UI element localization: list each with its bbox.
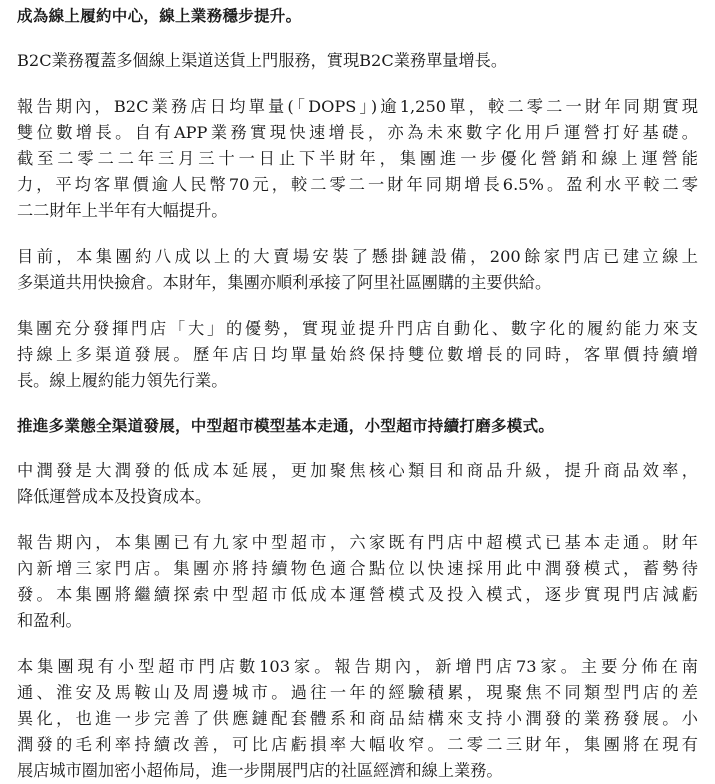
- text-line: 潤發的毛利率持續改善，可比店虧損率大幅收窄。二零二三財年，集團將在現有: [17, 735, 698, 754]
- paragraph-store-advantage: [17, 316, 698, 394]
- paragraph-small-supermarkets: [17, 654, 698, 784]
- text-line: 力，平均客單價逾人民幣70元，較二零二一財年同期增長6.5%。盈利水平較二零: [17, 175, 698, 194]
- text-line: 截至二零二二年三月三十一日止下半財年，集團進一步優化營銷和線上運營能: [17, 149, 698, 168]
- text-line: 中潤發是大潤發的低成本延展，更加聚焦核心類目和商品升級，提升商品效率，: [17, 461, 698, 480]
- section-heading-online-fulfillment: 成為線上履約中心，線上業務穩步提升。: [17, 7, 302, 25]
- text-line: 通、淮安及馬鞍山及周邊城市。過往一年的經驗積累，現聚焦不同類型門店的差: [17, 683, 698, 702]
- section-heading-multi-format: 推進多業態全渠道發展，中型超市模型基本走通，小型超市持續打磨多模式。: [17, 417, 555, 435]
- text-line: 多渠道共用快撿倉。本財年，集團亦順利承接了阿里社區團購的主要供給。: [17, 273, 552, 292]
- paragraph-b2c-coverage: [17, 48, 698, 74]
- paragraph-mid-supermarkets: [17, 530, 698, 634]
- text-line: B2C業務覆蓋多個線上渠道送貨上門服務，實現B2C業務單量增長。: [17, 51, 508, 70]
- text-line: 集團充分發揮門店「大」的優勢，實現並提升門店自動化、數字化的履約能力來支: [17, 319, 698, 338]
- text-line: 異化，也進一步完善了供應鏈配套體系和商品結構來支持小潤發的業務發展。小: [17, 709, 698, 728]
- text-line: 目前，本集團約八成以上的大賣場安裝了懸掛鏈設備，200餘家門店已建立線上: [17, 247, 698, 266]
- paragraph-b2c-dops: [17, 94, 698, 224]
- paragraph-hanging-chain: [17, 244, 698, 296]
- text-line: 展店城市圈加密小超佈局，進一步開展門店的社區經濟和線上業務。: [17, 761, 503, 780]
- paragraph-mid-format-intro: [17, 458, 698, 510]
- text-line: 降低運營成本及投資成本。: [17, 487, 212, 506]
- text-line: 報告期內，本集團已有九家中型超市，六家既有門店中超模式已基本走通。財年: [17, 533, 698, 552]
- text-line: 發。本集團將繼續探索中型超市低成本運營模式及投入模式，逐步實現門店減虧: [17, 585, 698, 604]
- text-line: 報告期內，B2C業務店日均單量(「DOPS」)逾1,250單，較二零二一財年同期實現: [17, 97, 698, 116]
- text-line: 二二財年上半年有大幅提升。: [17, 201, 228, 220]
- text-line: 雙位數增長。自有APP業務實現快速增長，亦為未來數字化用戶運營打好基礎。: [17, 123, 698, 142]
- text-line: 和盈利。: [17, 611, 82, 630]
- text-line: 持線上多渠道發展。歷年店日均單量始終保持雙位數增長的同時，客單價持續增: [17, 345, 698, 364]
- text-line: 內新增三家門店。集團亦將持續物色適合點位以快速採用此中潤發模式，蓄勢待: [17, 559, 698, 578]
- text-line: 長。線上履約能力領先行業。: [17, 371, 228, 390]
- text-line: 本集團現有小型超市門店數103家。報告期內，新增門店73家。主要分佈在南: [17, 657, 698, 676]
